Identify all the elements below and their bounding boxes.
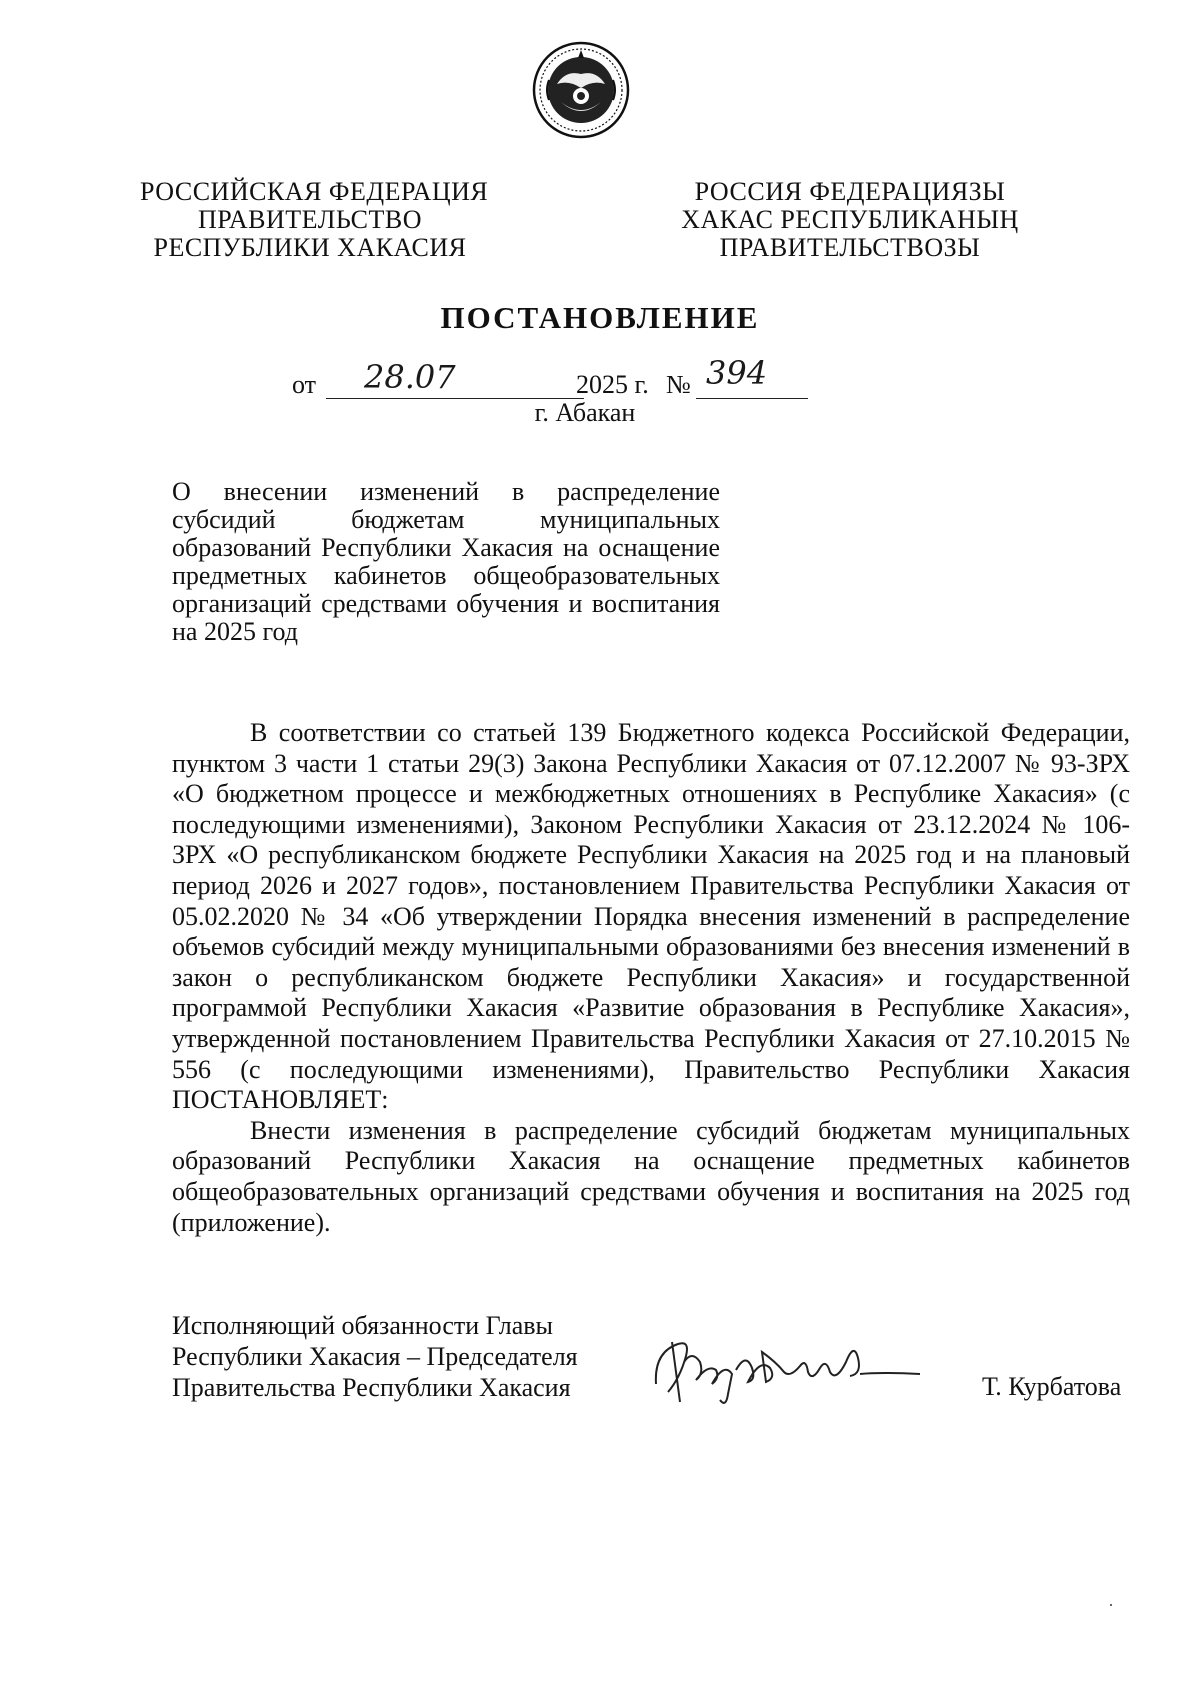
body-paragraph-1: В соответствии со статьей 139 Бюджетного кодекса Российской Федерации, пунктом 3 части 1 статьи 29(3) Закона Республики Хакасия от 07.12.2007 № 93-ЗРХ «О бюджетном процессе и межбюджетных отношениях в Республике Хакасия» (с последующими изменениями), Законом Республики Хакасия от 23.12.2024 № 106-ЗРХ «О республиканском бюджете Республики Хакасия на 2025 год и на плановый период 2026 и 2027 годов», постановлением Правительства Республики Хакасия от 05.02.2020 № 34 «Об утверждении Порядка внесения изменений в распределение объемов субсидий между муниципальными образованиями без внесения изменений в закон о республиканском бюджете Республики Хакасия» и государственной программой Республики Хакасия «Развитие образования в Республике Хакасия», утвержденной постановлением Правительства Республики Хакасия от 27.10.2015 № 556 (с последующими изменениями), Правительство Республики Хакасия ПОСТАНОВЛЯЕТ: xyxy=(172,718,1130,1115)
scan-speck xyxy=(1110,1604,1112,1606)
header-right xyxy=(680,178,1020,262)
header-left-line-2: ПРАВИТЕЛЬСТВО xyxy=(198,205,422,234)
document-type-title: ПОСТАНОВЛЕНИЕ xyxy=(440,300,760,335)
document-body xyxy=(172,718,1130,1238)
city-label: г. Абакан xyxy=(534,398,636,427)
header-left-line-1: РОССИЙСКАЯ ФЕДЕРАЦИЯ xyxy=(140,177,489,206)
signatory-title-line: Республики Хакасия – Председателя xyxy=(172,1342,578,1371)
number-label: № xyxy=(666,370,691,399)
handwritten-date: 28.07 xyxy=(364,358,456,396)
signatory-title xyxy=(172,1310,578,1403)
subject-line: образований Республики Хакасия на оснащение xyxy=(172,533,720,562)
signatory-title-line: Правительства Республики Хакасия xyxy=(172,1373,571,1402)
header-right-line-1: РОССИЯ ФЕДЕРАЦИЯЗЫ xyxy=(694,177,1006,206)
header-left xyxy=(140,177,489,262)
subject-line: предметных кабинетов общеобразовательных xyxy=(172,561,720,590)
subject-line: О внесении изменений в распределение xyxy=(172,477,720,506)
header-right-line-3: ПРАВИТЕЛЬСТВОЗЫ xyxy=(719,233,981,262)
signatory-title-line: Исполняющий обязанности Главы xyxy=(172,1311,553,1340)
year-label: 2025 г. xyxy=(576,370,649,399)
coat-of-arms-emblem xyxy=(531,40,631,140)
subject-line: субсидий бюджетам муниципальных xyxy=(172,505,720,534)
body-paragraph-2: Внести изменения в распределение субсидий бюджетам муниципальных образований Республики Хакасия на оснащение предметных кабинетов общеобразовательных организаций средствами обучения и воспитания на 2025 год (приложение). xyxy=(172,1115,1130,1237)
handwritten-number: 394 xyxy=(706,354,768,392)
handwritten-signature xyxy=(650,1322,930,1422)
signatory-name: Т. Курбатова xyxy=(982,1372,1122,1401)
subject-line: на 2025 год xyxy=(172,617,298,646)
from-label: от xyxy=(292,370,317,399)
header-left-line-3: РЕСПУБЛИКИ ХАКАСИЯ xyxy=(153,233,467,262)
date-number-line xyxy=(292,354,912,402)
document-subject xyxy=(172,478,720,646)
header-right-line-2: ХАКАС РЕСПУБЛИКАНЫҢ xyxy=(681,205,1019,234)
subject-line: организаций средствами обучения и воспитания xyxy=(172,589,720,618)
